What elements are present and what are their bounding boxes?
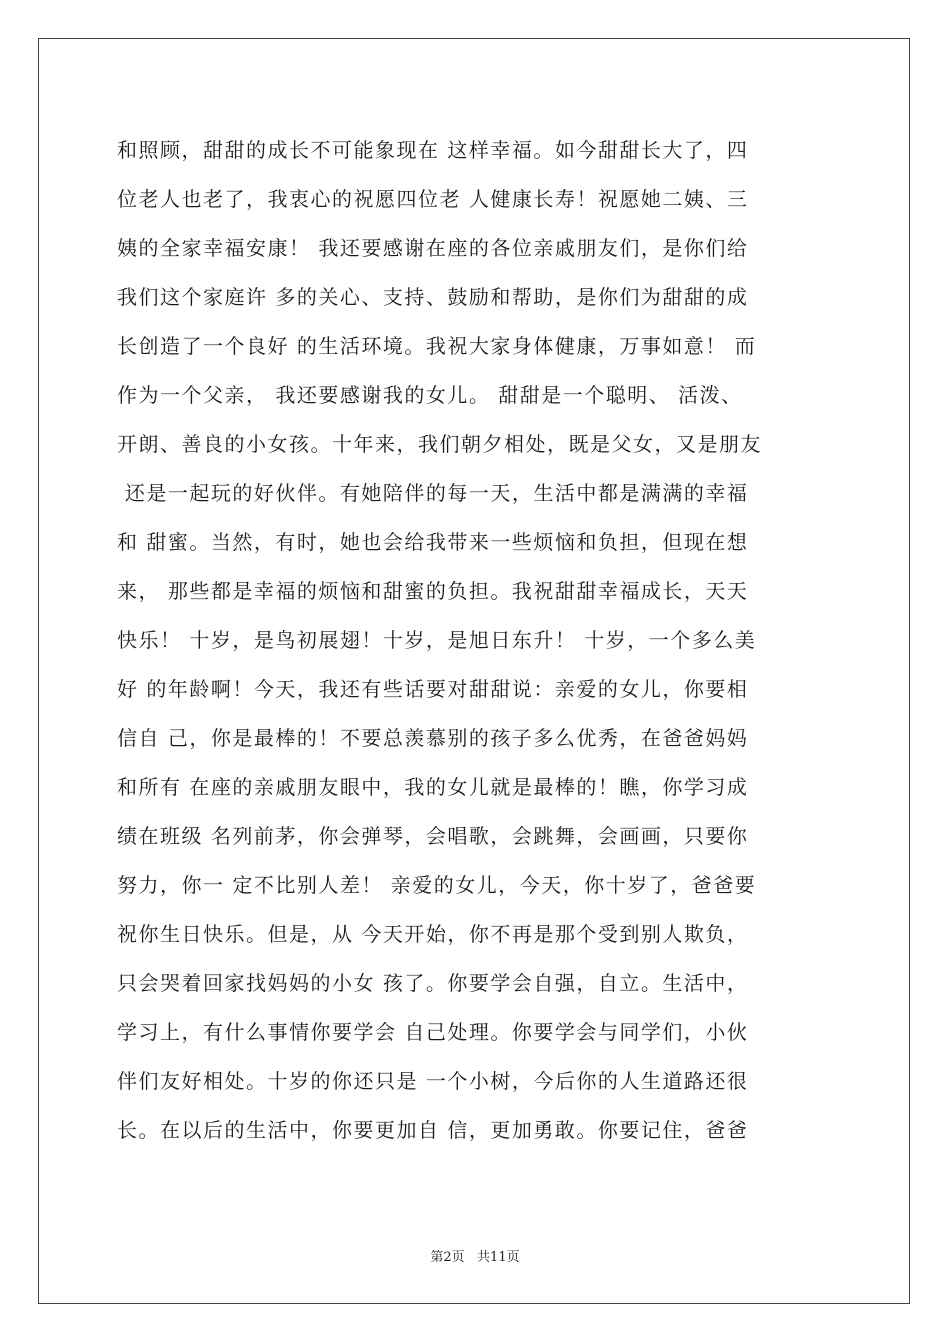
page-border (38, 38, 910, 1304)
page-number-footer: 第2页 共11页 (430, 1250, 520, 1265)
text-line: 还是一起玩的好伙伴。有她陪伴的每一天，生活中都是满满的幸福 (117, 481, 749, 505)
text-line: 和 甜蜜。当然，有时，她也会给我带来一些烦恼和负担，但现在想 (117, 530, 749, 554)
text-line: 伴们友好相处。十岁的你还只是 一个小树，今后你的人生道路还很 (117, 1069, 749, 1093)
text-line: 和所有 在座的亲戚朋友眼中，我的女儿就是最棒的！瞧，你学习成 (117, 775, 749, 799)
text-line: 来， 那些都是幸福的烦恼和甜蜜的负担。我祝甜甜幸福成长，天天 (117, 579, 749, 603)
text-line: 作为一个父亲， 我还要感谢我的女儿。 甜甜是一个聪明、 活泼、 (117, 383, 743, 407)
text-line: 我们这个家庭许 多的关心、支持、鼓励和帮助，是你们为甜甜的成 (117, 285, 749, 309)
text-line: 好 的年龄啊！今天，我还有些话要对甜甜说：亲爱的女儿，你要相 (117, 677, 749, 701)
text-line: 和照顾，甜甜的成长不可能象现在 这样幸福。如今甜甜长大了，四 (117, 138, 749, 162)
text-line: 学习上，有什么事情你要学会 自己处理。你要学会与同学们，小伙 (117, 1020, 749, 1044)
text-line: 只会哭着回家找妈妈的小女 孩了。你要学会自强，自立。生活中， (117, 971, 749, 995)
text-line: 祝你生日快乐。但是，从 今天开始，你不再是那个受到别人欺负， (117, 922, 749, 946)
text-line: 姨的全家幸福安康！ 我还要感谢在座的各位亲戚朋友们，是你们给 (117, 236, 749, 260)
text-line: 长创造了一个良好 的生活环境。我祝大家身体健康，万事如意！ 而 (117, 334, 757, 358)
text-line: 信自 己，你是最棒的！不要总羡慕别的孩子多么优秀，在爸爸妈妈 (117, 726, 749, 750)
text-line: 快乐！ 十岁，是鸟初展翅！十岁，是旭日东升！ 十岁，一个多么美 (117, 628, 757, 652)
text-line: 位老人也老了，我衷心的祝愿四位老 人健康长寿！祝愿她二姨、三 (117, 187, 749, 211)
text-line: 努力，你一 定不比别人差！ 亲爱的女儿，今天，你十岁了，爸爸要 (117, 873, 757, 897)
text-line: 绩在班级 名列前茅，你会弹琴，会唱歌，会跳舞，会画画，只要你 (117, 824, 749, 848)
text-line: 长。在以后的生活中，你要更加自 信，更加勇敢。你要记住，爸爸 (117, 1118, 749, 1142)
text-line: 开朗、善良的小女孩。十年来，我们朝夕相处，既是父女，又是朋友 (117, 432, 762, 456)
